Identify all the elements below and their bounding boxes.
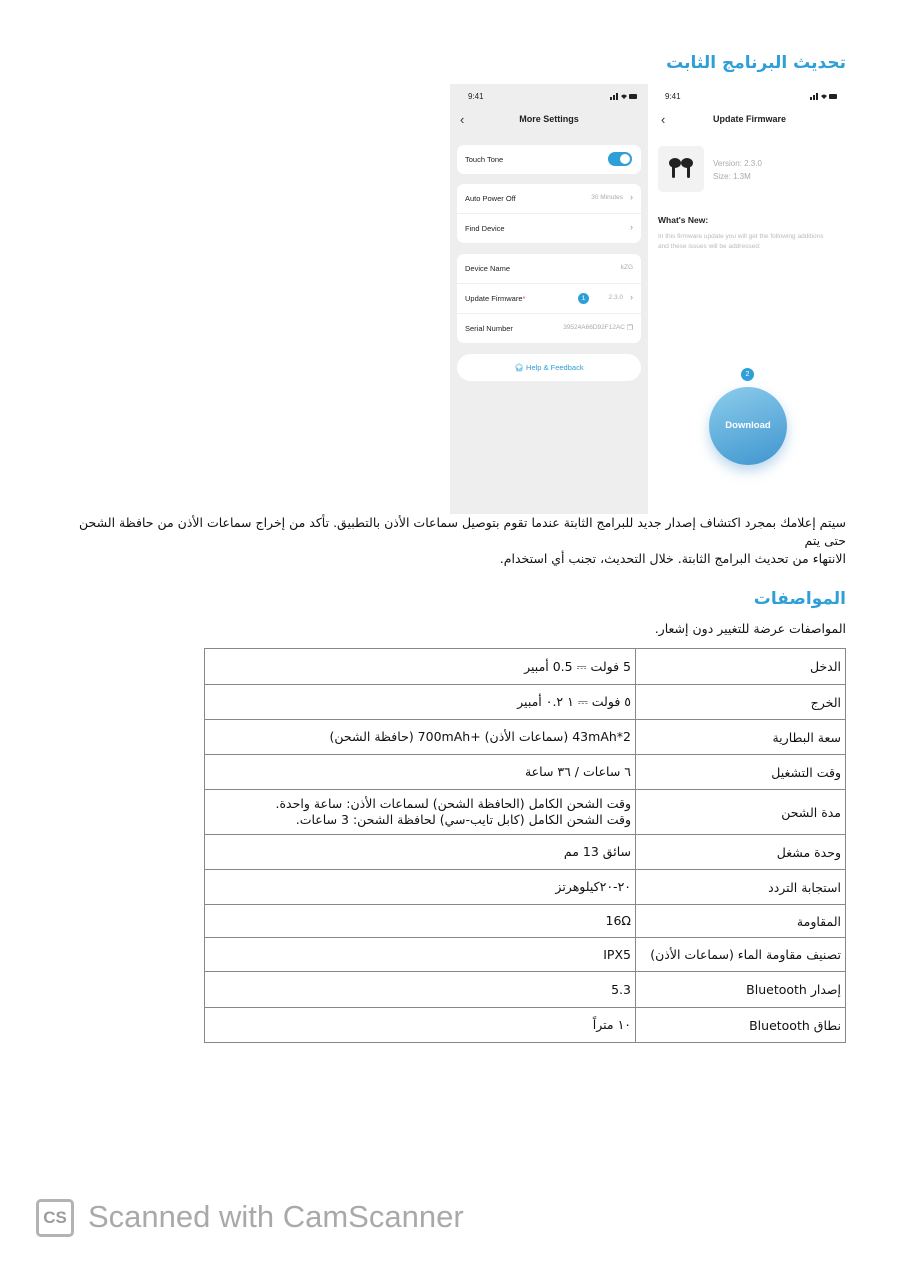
- device-name-value: kZG: [620, 264, 633, 271]
- table-row: [205, 972, 846, 1008]
- screen-title: More Settings: [519, 114, 579, 124]
- chevron-right-icon: ›: [630, 192, 633, 202]
- update-firmware-row[interactable]: [457, 284, 641, 314]
- table-row: [205, 835, 846, 870]
- table-row: [205, 938, 846, 972]
- find-device-row[interactable]: [457, 214, 641, 243]
- screen-title: Update Firmware: [712, 114, 787, 124]
- auto-power-off-value: 30 Minutes: [591, 194, 623, 201]
- spec-value: ٦ ساعات / ٣٦ ساعة: [205, 755, 636, 790]
- spec-value: 5 فولت ⎓ 0.5 أمبير: [205, 649, 636, 685]
- earbuds-icon: [658, 146, 704, 192]
- status-icons: [610, 93, 638, 100]
- download-step-badge: 2: [741, 368, 754, 381]
- spec-label: سعة البطارية: [636, 720, 846, 755]
- table-row: [205, 649, 846, 685]
- firmware-version-info: [713, 157, 762, 183]
- camscanner-logo: CS: [36, 1199, 74, 1237]
- serial-number-row: [457, 314, 641, 343]
- spec-value: 5.3: [205, 972, 636, 1008]
- table-row: [205, 905, 846, 938]
- whats-new-text: In this firmware update you will get the following additions and these issues will be addressed:: [658, 233, 824, 250]
- auto-power-off-row[interactable]: [457, 184, 641, 214]
- headset-icon: 🎧︎: [514, 363, 524, 372]
- spec-label: المقاومة: [636, 905, 846, 938]
- table-row: [205, 685, 846, 720]
- update-version-value: 2.3.0: [608, 294, 623, 301]
- spec-value: IPX5: [205, 938, 636, 972]
- help-feedback-button[interactable]: [457, 354, 641, 381]
- table-row: [205, 1008, 846, 1043]
- touch-tone-row[interactable]: [457, 145, 641, 174]
- device-info-card: [457, 254, 641, 343]
- status-icons: [810, 93, 838, 100]
- spec-value: [205, 790, 636, 835]
- spec-label: تصنيف مقاومة الماء (سماعات الأذن): [636, 938, 846, 972]
- spec-value: سائق 13 مم: [205, 835, 636, 870]
- spec-value-line: وقت الشحن الكامل (كابل تايب-سي) لحافظة الشحن: 3 ساعات.: [295, 812, 631, 827]
- specifications-note: المواصفات عرضة للتغيير دون إشعار.: [654, 621, 846, 636]
- earbuds-image: [658, 146, 704, 192]
- spec-label: إصدار Bluetooth: [636, 972, 846, 1008]
- firmware-version: Version: 2.3.0: [713, 159, 762, 168]
- update-badge: 1: [578, 293, 589, 304]
- back-chevron-icon[interactable]: ‹: [460, 112, 465, 127]
- chevron-right-icon: ›: [630, 292, 633, 302]
- whats-new-heading: What's New:: [658, 215, 709, 225]
- help-feedback-label: Help & Feedback: [526, 363, 584, 372]
- update-firmware-screenshot: [651, 84, 848, 514]
- spec-value: ٢٠-٢٠كيلوهرتز: [205, 870, 636, 905]
- spec-value: 43mAh*2 (سماعات الأذن) +700mAh (حافظة الشحن): [205, 720, 636, 755]
- copy-icon[interactable]: ❐: [626, 325, 633, 332]
- table-row: [205, 720, 846, 755]
- status-time: 9:41: [665, 92, 681, 101]
- touch-tone-label: Touch Tone: [465, 155, 504, 164]
- serial-number-label: Serial Number: [465, 324, 513, 333]
- firmware-section-title: تحديث البرنامج الثابت: [666, 53, 846, 73]
- firmware-instructions-line-1: سيتم إعلامك بمجرد اكتشاف إصدار جديد للبرامج الثابتة عندما تقوم بتوصيل سماعات الأذن بالتطبيق. تأكد من إخراج سماعات الأذن من حافظة الشحن حتى يتم: [79, 515, 846, 548]
- spec-label: استجابة التردد: [636, 870, 846, 905]
- touch-tone-card: [457, 145, 641, 174]
- spec-label: الخرج: [636, 685, 846, 720]
- chevron-right-icon: ›: [630, 222, 633, 232]
- status-time: 9:41: [468, 92, 484, 101]
- spec-value: 16Ω: [205, 905, 636, 938]
- specifications-section-title: المواصفات: [753, 589, 846, 609]
- spec-value: ١٠ متراً: [205, 1008, 636, 1043]
- camscanner-watermark: Scanned with CamScanner: [88, 1199, 464, 1234]
- serial-number-value: 39524A66D92F12AC: [563, 324, 625, 331]
- spec-label: الدخل: [636, 649, 846, 685]
- table-row: [205, 790, 846, 835]
- spec-value: ٥ فولت ⎓ ١ ٠.٢ أمبير: [205, 685, 636, 720]
- spec-label: نطاق Bluetooth: [636, 1008, 846, 1043]
- back-chevron-icon[interactable]: ‹: [661, 112, 666, 127]
- firmware-instructions: [60, 514, 846, 568]
- device-name-row[interactable]: [457, 254, 641, 284]
- touch-tone-toggle[interactable]: [608, 152, 632, 166]
- spec-value-line: وقت الشحن الكامل (الحافظة الشحن) لسماعات الأذن: ساعة واحدة.: [275, 796, 631, 811]
- device-name-label: Device Name: [465, 264, 511, 273]
- specifications-table: [204, 648, 846, 1043]
- auto-power-off-label: Auto Power Off: [465, 194, 516, 203]
- update-firmware-label: Update Firmware*: [465, 294, 526, 303]
- firmware-instructions-line-2: الانتهاء من تحديث البرامج الثابتة. خلال التحديث، تجنب أي استخدام.: [499, 551, 846, 566]
- firmware-size: Size: 1.3M: [713, 172, 751, 181]
- spec-label: مدة الشحن: [636, 790, 846, 835]
- spec-label: وحدة مشغل: [636, 835, 846, 870]
- table-row: [205, 870, 846, 905]
- download-button[interactable]: Download: [709, 387, 787, 465]
- table-row: [205, 755, 846, 790]
- find-device-label: Find Device: [465, 224, 505, 233]
- power-card: [457, 184, 641, 243]
- spec-label: وقت التشغيل: [636, 755, 846, 790]
- more-settings-screenshot: [450, 84, 648, 514]
